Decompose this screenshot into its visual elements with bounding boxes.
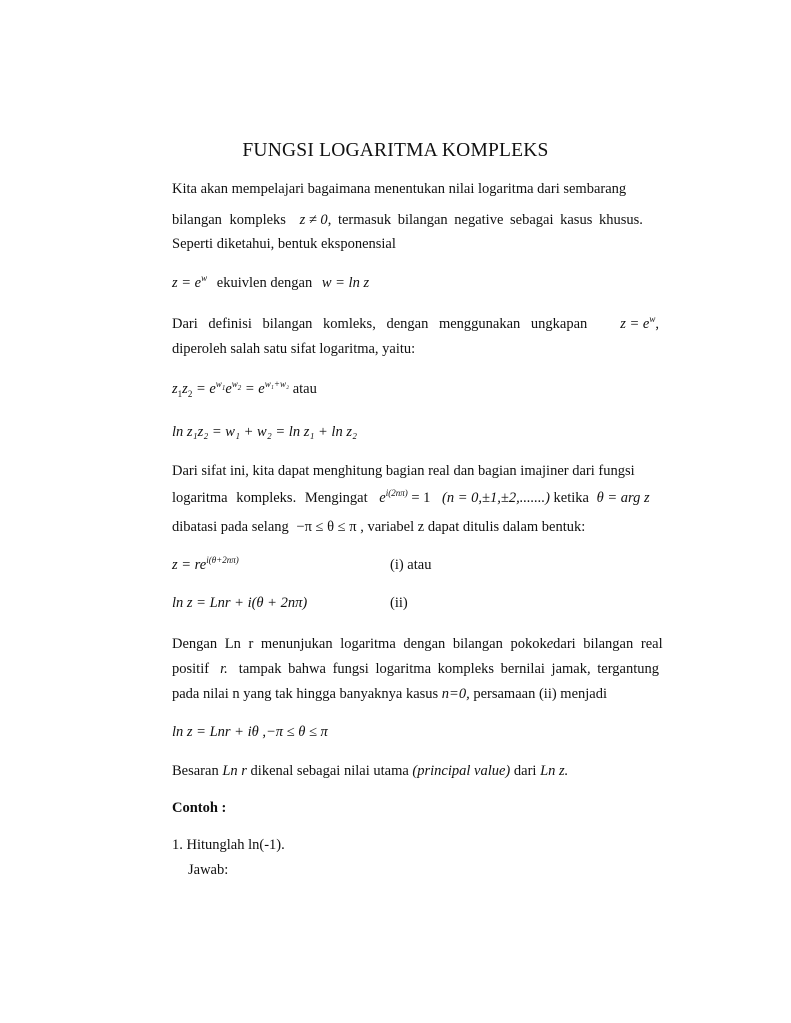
equation-3 [172,424,357,441]
text: tampak bahwa fungsi logaritma kompleks bernilai jamak, tergantung [238,661,659,677]
equation-1 [172,275,369,292]
equation-4-tag: (i) atau [390,557,432,573]
example-heading: Contoh : [172,800,227,816]
example-answer-label: Jawab: [188,862,229,878]
math: = e [195,381,216,397]
text: dikenal sebagai nilai utama [250,763,409,779]
math-sup: w₁+w₂ [264,379,290,390]
math: z = e [172,275,202,291]
text: ekuivlen dengan [216,275,313,291]
math: θ = arg z [596,490,650,506]
math: e [379,490,386,506]
paragraph-3-line-1 [172,463,659,480]
equation-5-tag: (ii) [390,595,408,611]
text: pada nilai n yang tak hingga banyaknya kasus [172,686,439,702]
text: positif [172,661,210,677]
math: z = re [172,557,207,573]
text-italic: e [546,636,554,652]
text: dari bilangan real [553,636,663,652]
text: dari [513,763,537,779]
math: e [225,381,232,397]
paragraph-5 [172,763,568,780]
math: z [182,381,188,397]
math: z [172,381,178,397]
text-italic: Ln z. [540,763,569,779]
math-sup: w [201,273,208,284]
text: , [655,316,659,332]
page-title: FUNGSI LOGARITMA KOMPLEKS [242,140,549,161]
paragraph-1-line-3: Seperti diketahui, bentuk eksponensial [172,236,396,252]
paragraph-4-line-3 [172,686,607,703]
paragraph-3-line-2 [172,490,659,507]
math: = e [244,381,265,397]
math-sup: i(θ+2nπ) [206,555,239,566]
text-italic: r. [220,661,228,677]
text: bilangan kompleks [172,212,286,228]
paragraph-4-line-1 [172,636,663,653]
text: Dari definisi bilangan komleks, dengan menggunakan ungkapan [172,316,588,332]
math: = 1 [411,490,431,506]
text: persamaan (ii) menjadi [473,686,608,702]
text: dibatasi pada selang [172,519,289,535]
math: (n = 0,±1,±2,.......) [442,490,550,506]
text: Dari sifat ini, kita dapat menghitung bagian real dan bagian imajiner dari fungsi [172,463,635,479]
text: ketika [553,490,589,506]
equation-2: $z_1z_2 = e^{w_1}e^{w_2} = e^{w_1+w_2}$ atau [172,379,317,399]
math-inline [620,316,659,333]
math: ln z₁z₂ = w₁ + w₂ = ln z₁ + ln z₂ [172,424,358,440]
math: z = e [620,316,650,332]
paragraph-2-line-2: diperoleh salah satu sifat logaritma, yaitu: [172,341,416,357]
paragraph-3-line-3 [172,519,585,536]
equation-6 [172,724,328,741]
math: w = ln z [321,275,370,291]
math: ln z = Lnr + iθ ,−π ≤ θ ≤ π [172,724,328,740]
text: logaritma kompleks. Mengingat [172,490,368,506]
math-sup: w [231,379,238,390]
math-inline: z ≠ 0 [299,212,328,228]
text: Kita akan mempelajari bagaimana menentukan nilai logaritma dari sembarang [172,181,627,197]
equation-4 [172,557,239,574]
text: , termasuk bilangan negative sebagai kasus khusus. [327,212,643,228]
paragraph-1-line-2 [172,212,659,229]
text: Dengan Ln r menunjukan logaritma dengan bilangan pokok [172,636,547,652]
example-item-1: 1. Hitunglah ln(-1). [172,837,285,853]
math-sup: w [215,379,222,390]
math-sup: i(2nπ) [385,488,408,499]
paragraph-1-line-1 [172,181,659,198]
paragraph-2-line-1 [172,316,659,333]
math-sup: w [649,314,656,325]
paragraph-4-line-2 [172,661,659,678]
math: ln z = Lnr + i(θ + 2nπ) [172,595,308,611]
text-italic: (principal value) [412,763,511,779]
text: , variabel z dapat ditulis dalam bentuk: [360,519,586,535]
math-inline: −π ≤ θ ≤ π [296,519,357,535]
equation-5 [172,595,307,612]
text: Besaran [172,763,219,779]
text-italic: n=0, [441,686,470,702]
text: atau [292,381,317,397]
text-italic: Ln r [222,763,247,779]
